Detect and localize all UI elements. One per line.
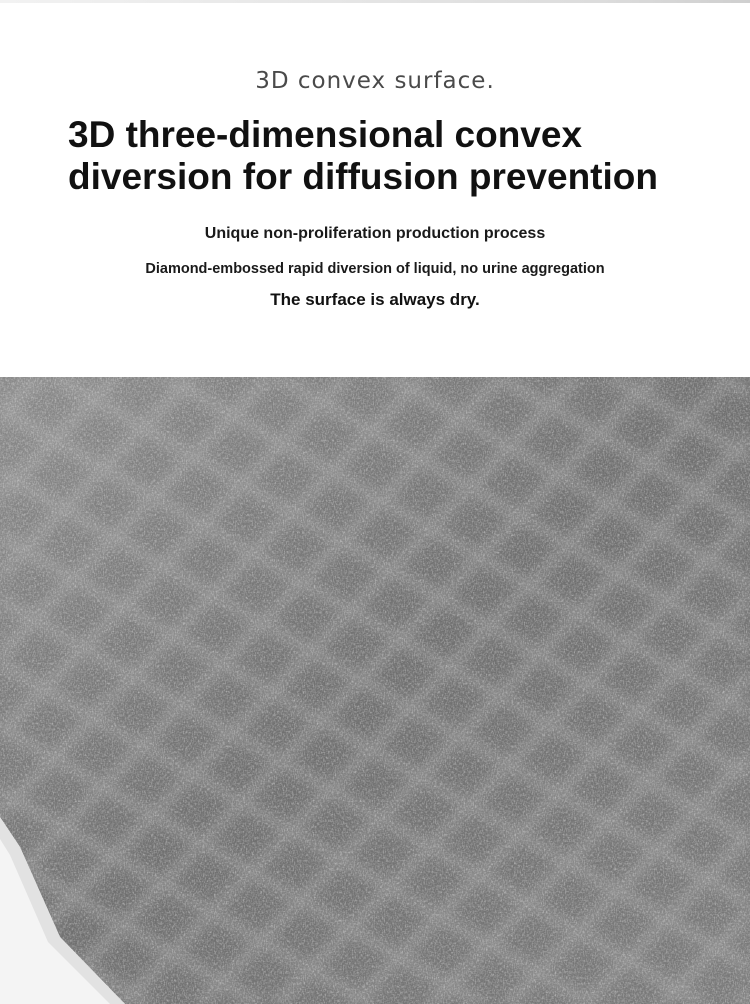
- description-line-2: Diamond-embossed rapid diversion of liquid, no urine aggregation: [145, 261, 605, 277]
- embossed-fabric-image: [0, 377, 750, 1004]
- top-edge-strip: [0, 0, 750, 3]
- description-line-3: The surface is always dry.: [270, 290, 480, 309]
- headline-line-2: diversion for diffusion prevention: [68, 156, 658, 197]
- headline-line-1: 3D three-dimensional convex: [68, 114, 583, 155]
- section-subtitle: 3D convex surface.: [255, 68, 495, 94]
- description-line-1: Unique non-proliferation production process: [204, 225, 546, 242]
- headline: [68, 114, 728, 198]
